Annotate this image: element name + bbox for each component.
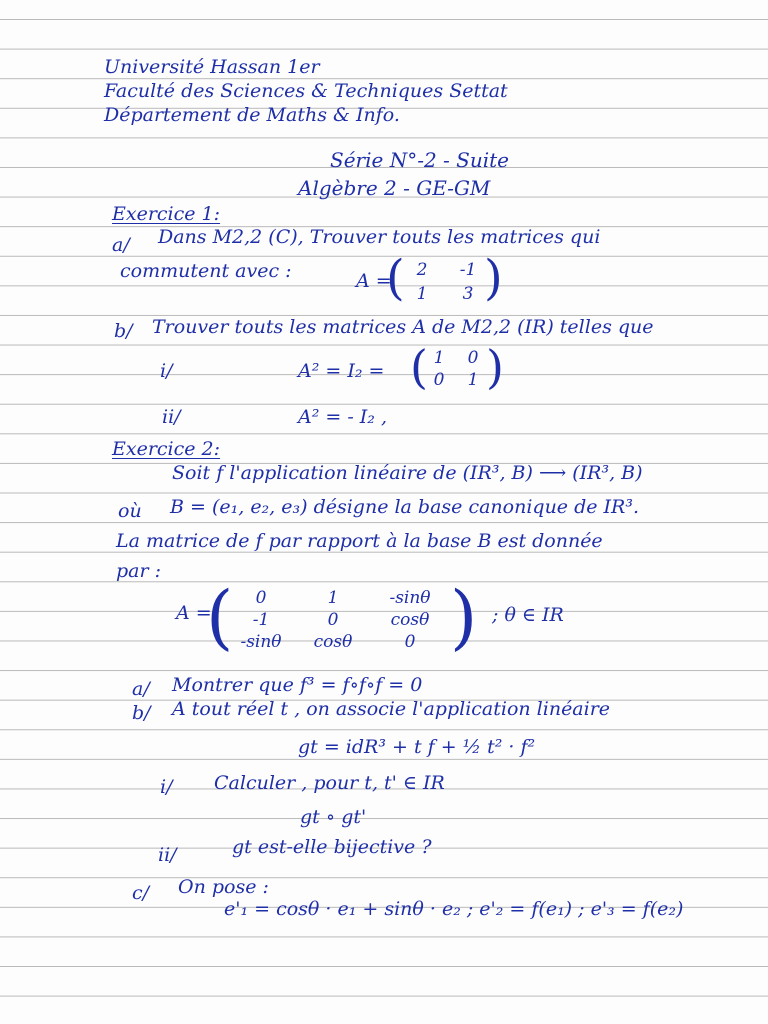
matrix-label: A = bbox=[176, 602, 212, 624]
ex1-ii-eq: A² = - I₂ , bbox=[298, 406, 387, 428]
matrix-f-cell: cosθ bbox=[390, 610, 430, 630]
matrix-a-cell: -1 bbox=[459, 260, 477, 280]
ex2-c-text: On pose : bbox=[178, 876, 269, 898]
series-title: Série N°-2 - Suite bbox=[330, 148, 509, 172]
ex1-i-lhs: A² = I₂ = bbox=[298, 360, 385, 382]
left-paren: ( bbox=[206, 576, 234, 658]
ex2-bii-text: gt est-elle bijective ? bbox=[232, 836, 432, 858]
matrix-f-cell: 0 bbox=[255, 588, 267, 608]
g-t-definition: gt = idR³ + t f + ½ t² · f² bbox=[298, 736, 536, 758]
ex2-b-label: b/ bbox=[132, 702, 151, 724]
ex2-line2: B = (e₁, e₂, e₃) désigne la base canonique de IR³. bbox=[170, 496, 640, 518]
ex1-b-label: b/ bbox=[114, 320, 133, 342]
ex2-bi-label: i/ bbox=[160, 776, 173, 798]
matrix-f-cell: 0 bbox=[404, 632, 416, 652]
matrix-a-cell: 2 bbox=[416, 260, 428, 280]
matrix-f bbox=[206, 576, 478, 658]
department-name: Département de Maths & Info. bbox=[104, 104, 400, 126]
matrix-f-cell: 1 bbox=[327, 588, 339, 608]
course-title: Algèbre 2 - GE-GM bbox=[298, 176, 491, 200]
identity-cell: 0 bbox=[433, 370, 445, 390]
ex1-a-text2: commutent avec : bbox=[120, 260, 292, 282]
ex2-line4: par : bbox=[116, 560, 162, 582]
ex1-i-label: i/ bbox=[160, 360, 173, 382]
faculty-name: Faculté des Sciences & Techniques Settat bbox=[104, 80, 508, 102]
matrix-f-cell: -sinθ bbox=[240, 632, 282, 652]
ex2-c-definition: e'₁ = cosθ · e₁ + sinθ · e₂ ; e'₂ = f(e₁) ; e'₃ = f(e₂) bbox=[224, 898, 684, 920]
matrix-f-cell: -1 bbox=[252, 610, 270, 630]
right-paren: ) bbox=[486, 340, 504, 394]
identity-matrix bbox=[410, 340, 510, 394]
ex2-line1: Soit f l'application linéaire de (IR³, B) ⟶ (IR³, B) bbox=[172, 462, 643, 484]
left-paren: ( bbox=[386, 250, 405, 306]
ex2-bi-text: Calculer , pour t, t' ∈ IR bbox=[214, 772, 445, 794]
exercise-2-heading: Exercice 2: bbox=[112, 438, 221, 460]
identity-cell: 1 bbox=[433, 348, 445, 368]
matrix-a-label: A = bbox=[356, 270, 392, 292]
ex1-b-text: Trouver touts les matrices A de M2,2 (IR) telles que bbox=[152, 316, 654, 338]
right-paren: ) bbox=[484, 250, 503, 306]
ex2-c-label: c/ bbox=[132, 882, 150, 904]
matrix-f-cell: -sinθ bbox=[389, 588, 431, 608]
ex2-bii-label: ii/ bbox=[158, 844, 177, 866]
left-paren: ( bbox=[410, 340, 428, 394]
matrix-condition: ; θ ∈ IR bbox=[492, 604, 564, 626]
identity-cell: 0 bbox=[467, 348, 479, 368]
ex1-ii-label: ii/ bbox=[162, 406, 181, 428]
exercise-1-heading: Exercice 1: bbox=[112, 203, 221, 225]
right-paren: ) bbox=[450, 576, 478, 658]
ex2-b-text: A tout réel t , on associe l'application linéaire bbox=[172, 698, 611, 720]
matrix-a-cell: 3 bbox=[462, 284, 474, 304]
identity-cell: 1 bbox=[467, 370, 479, 390]
ex2-a-text: Montrer que f³ = f∘f∘f = 0 bbox=[172, 674, 423, 696]
university-name: Université Hassan 1er bbox=[104, 56, 320, 78]
matrix-f-cell: cosθ bbox=[313, 632, 353, 652]
ex1-a-text: Dans M2,2 (C), Trouver touts les matrices qui bbox=[158, 226, 601, 248]
matrix-a bbox=[386, 250, 506, 306]
matrix-f-cell: 0 bbox=[327, 610, 339, 630]
ex2-line3: La matrice de f par rapport à la base B est donnée bbox=[116, 530, 603, 552]
ex2-bi-expr: gt ∘ gt' bbox=[300, 806, 367, 828]
matrix-a-cell: 1 bbox=[416, 284, 428, 304]
ex2-a-label: a/ bbox=[132, 678, 150, 700]
ex2-line2-prefix: où bbox=[118, 500, 142, 522]
ex1-a-label: a/ bbox=[112, 234, 130, 256]
